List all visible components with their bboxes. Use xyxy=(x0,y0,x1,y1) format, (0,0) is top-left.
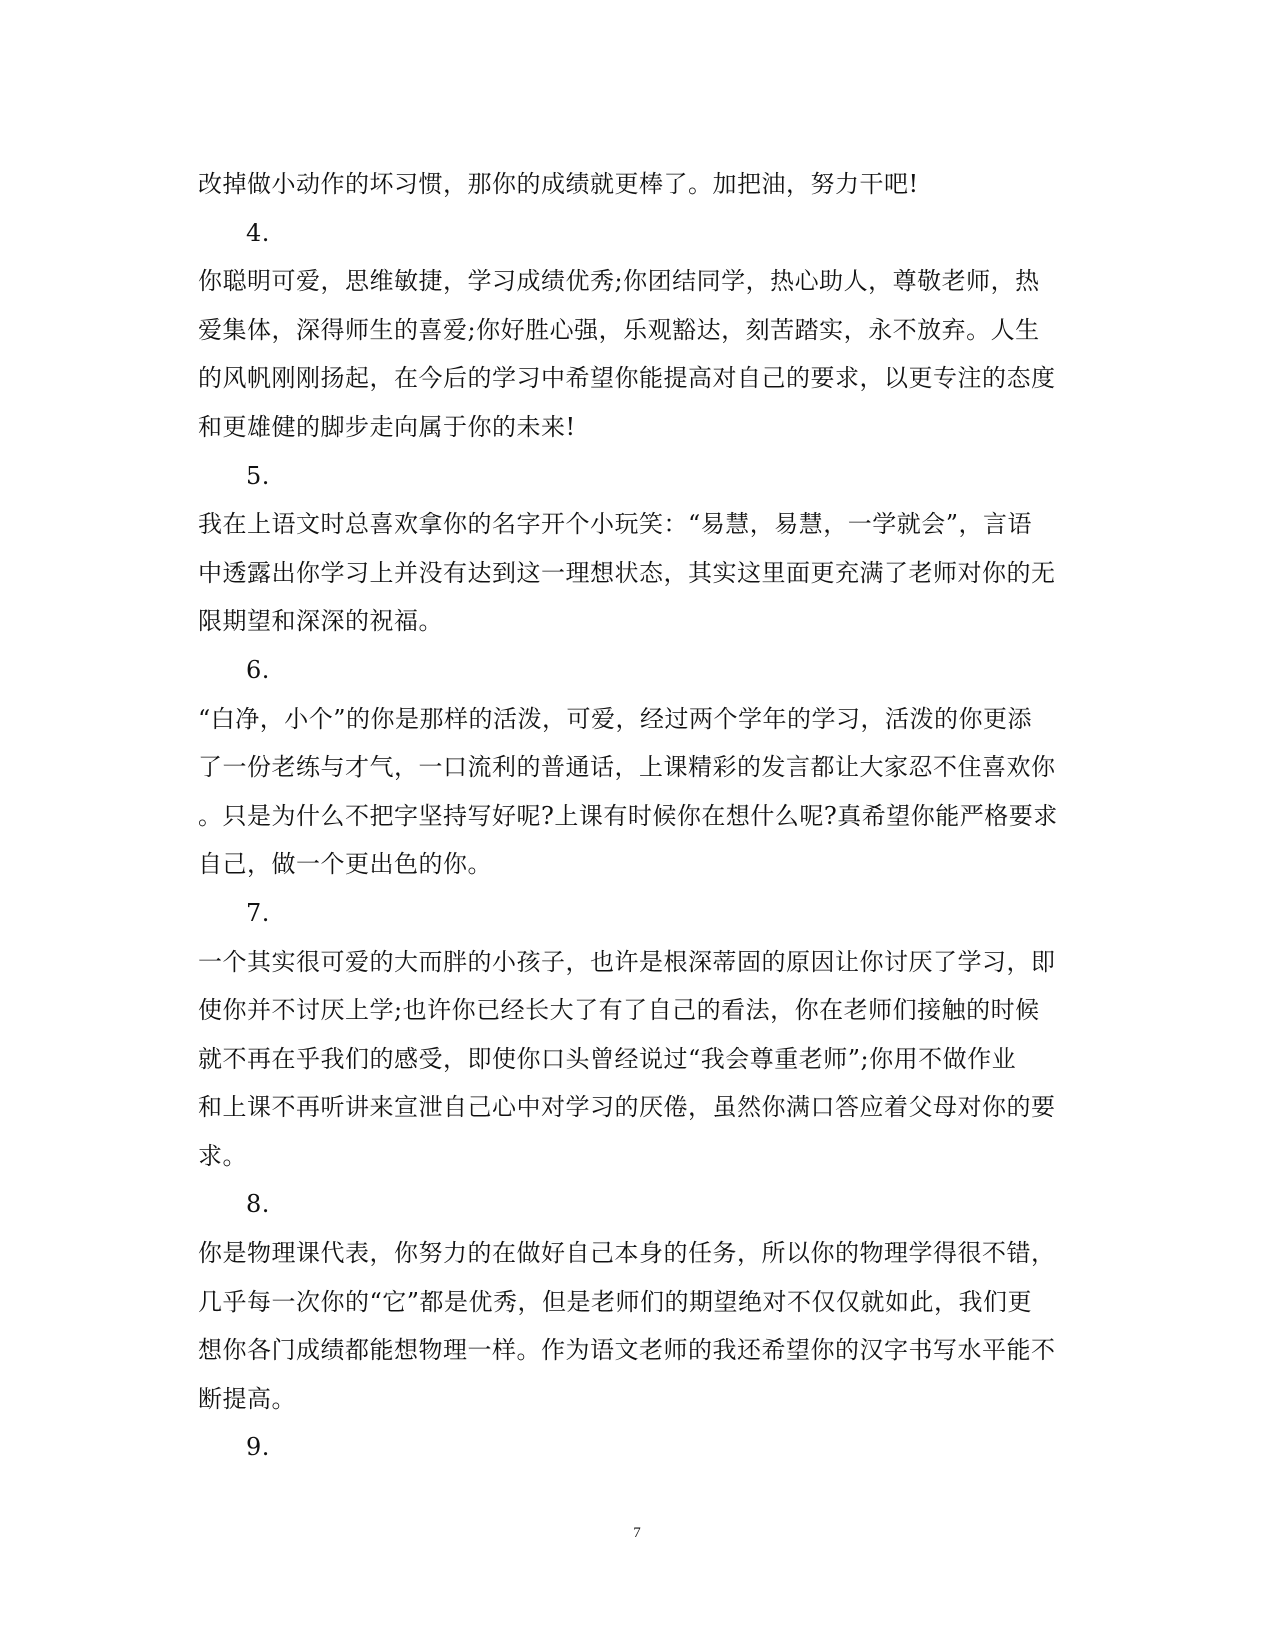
text-line: 断提高。 xyxy=(198,1384,296,1413)
text-line: 中透露出你学习上并没有达到这一理想状态，其实这里面更充满了老师对你的无 xyxy=(198,558,1056,587)
text-line: 。只是为什么不把字坚持写好呢?上课有时候你在想什么呢?真希望你能严格要求 xyxy=(198,801,1058,830)
item-number: 9. xyxy=(246,1433,270,1462)
item-number: 5. xyxy=(246,461,270,490)
text-line: 一个其实很可爱的大而胖的小孩子，也许是根深蒂固的原因让你讨厌了学习，即 xyxy=(198,947,1056,976)
text-line: 限期望和深深的祝福。 xyxy=(198,607,443,636)
item-number: 8. xyxy=(246,1190,270,1219)
text-line: 了一份老练与才气，一口流利的普通话，上课精彩的发言都让大家忍不住喜欢你 xyxy=(198,753,1056,782)
page-number: 7 xyxy=(633,1525,641,1541)
text-line: 想你各门成绩都能想物理一样。作为语文老师的我还希望你的汉字书写水平能不 xyxy=(198,1336,1056,1365)
item-number: 4. xyxy=(246,218,270,247)
item-number: 7. xyxy=(246,898,270,927)
document-body xyxy=(198,160,1078,1472)
text-line: “白净，小个”的你是那样的活泼，可爱，经过两个学年的学习，活泼的你更添 xyxy=(198,704,1033,733)
text-line: 使你并不讨厌上学;也许你已经长大了有了自己的看法，你在老师们接触的时候 xyxy=(198,996,1040,1025)
text-line: 爱集体，深得师生的喜爱;你好胜心强，乐观豁达，刻苦踏实，永不放弃。人生 xyxy=(198,315,1040,344)
text-line: 你是物理课代表，你努力的在做好自己本身的任务，所以你的物理学得很不错， xyxy=(198,1239,1056,1268)
text-line: 的风帆刚刚扬起，在今后的学习中希望你能提高对自己的要求，以更专注的态度 xyxy=(198,364,1056,393)
text-line: 我在上语文时总喜欢拿你的名字开个小玩笑：“易慧，易慧，一学就会”，言语 xyxy=(198,510,1033,539)
text-line: 改掉做小动作的坏习惯，那你的成绩就更棒了。加把油，努力干吧! xyxy=(198,170,919,198)
item-number: 6. xyxy=(246,655,270,684)
text-line: 你聪明可爱，思维敏捷，学习成绩优秀;你团结同学，热心助人，尊敬老师，热 xyxy=(198,267,1040,296)
text-line: 和上课不再听讲来宣泄自己心中对学习的厌倦，虽然你满口答应着父母对你的要 xyxy=(198,1093,1056,1122)
text-line: 自己，做一个更出色的你。 xyxy=(198,850,492,879)
text-line: 几乎每一次你的“它”都是优秀，但是老师们的期望绝对不仅仅就如此，我们更 xyxy=(198,1287,1033,1316)
text-line: 和更雄健的脚步走向属于你的未来! xyxy=(198,412,576,441)
text-line: 就不再在乎我们的感受，即使你口头曾经说过“我会尊重老师”;你用不做作业 xyxy=(198,1044,1017,1073)
text-line: 求。 xyxy=(198,1141,247,1170)
